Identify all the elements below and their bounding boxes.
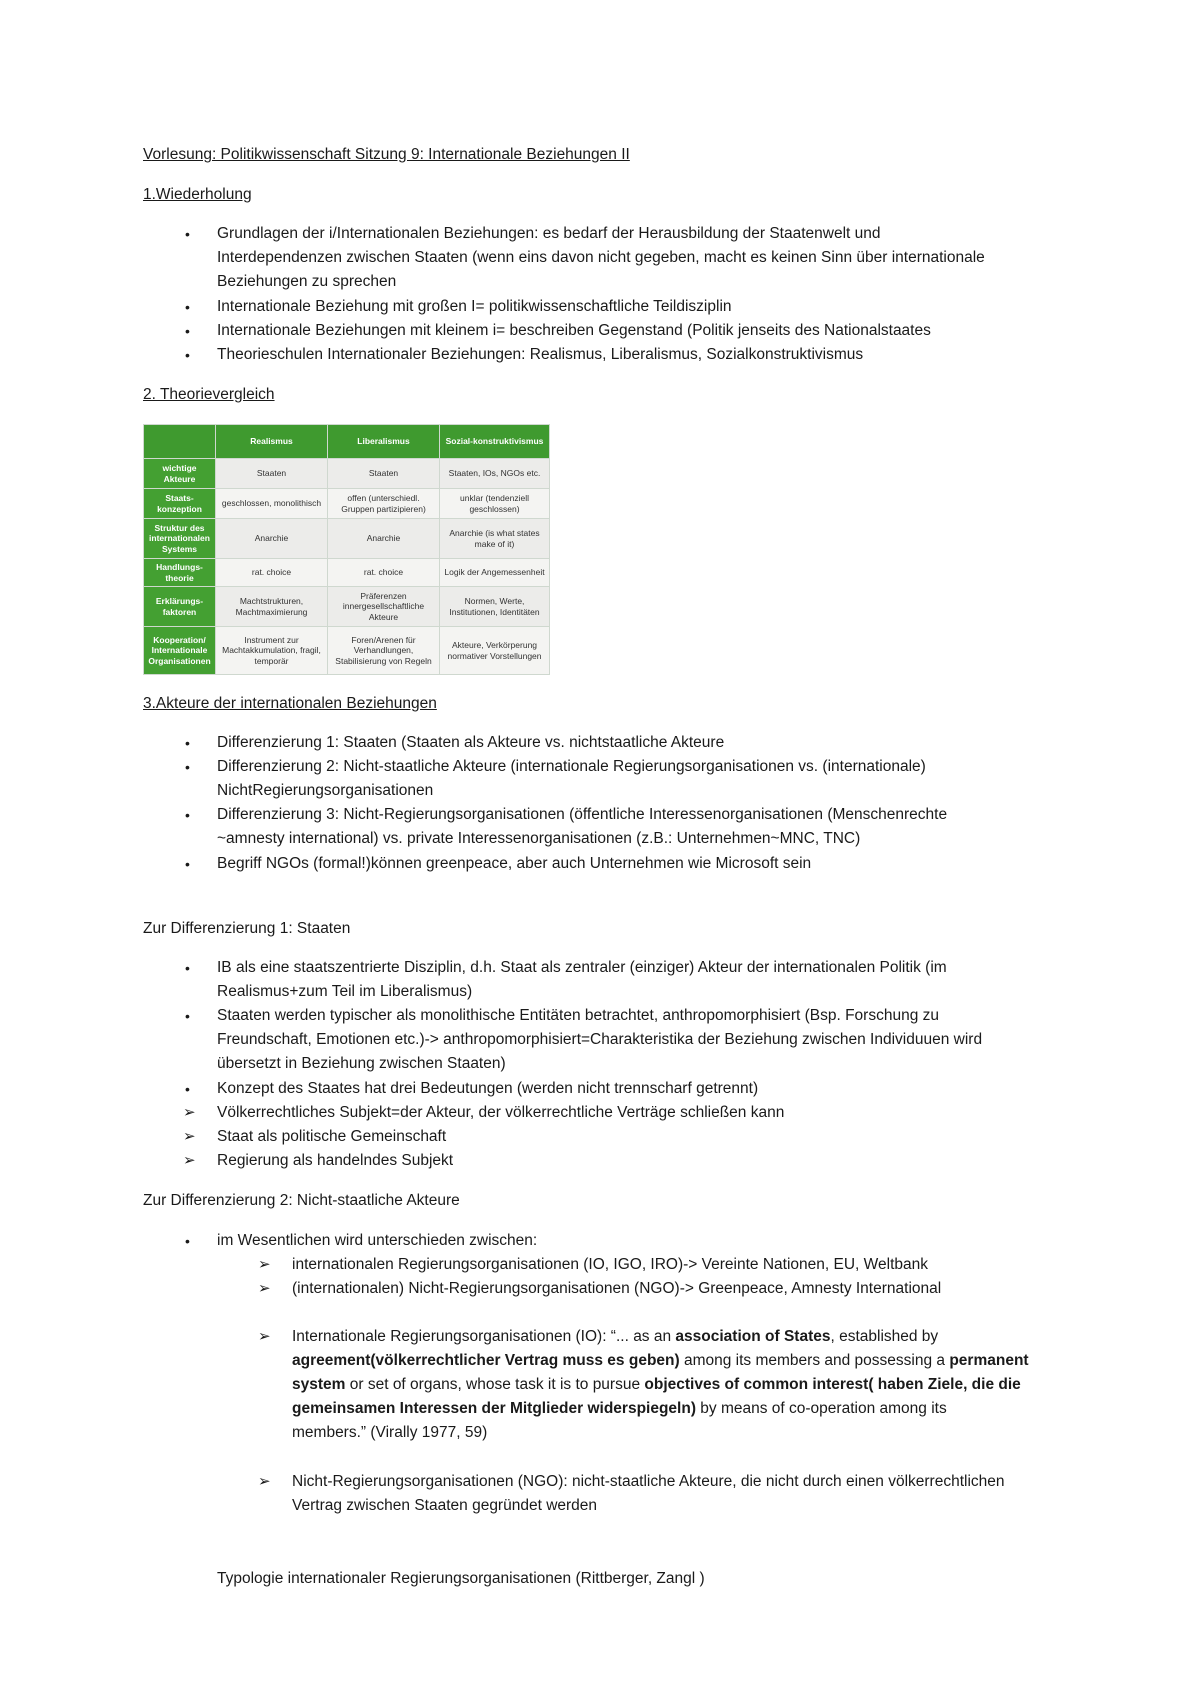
io-def-text: Internationale Regierungsorganisationen (IO): “... as an [292, 1328, 676, 1345]
io-def-bold: agreement(völkerrechtlicher Vertrag muss es geben) [292, 1352, 680, 1369]
section-heading-akteure: 3.Akteure der internationalen Beziehungen [143, 695, 437, 712]
list-item-line: Theorieschulen Internationaler Beziehungen: Realismus, Liberalismus, Sozialkonstruktivismus [217, 346, 864, 363]
io-def-bold: permanent [949, 1352, 1029, 1369]
list-item-line: Realismus+zum Teil im Liberalismus) [217, 983, 473, 1000]
table-cell: Machtstrukturen, Machtmaximierung [216, 587, 328, 627]
io-def-bold: system [292, 1376, 346, 1393]
list-item-line: Regierung als handelndes Subjekt [217, 1152, 454, 1169]
list-item-line: (internationalen) Nicht-Regierungsorganisationen (NGO)-> Greenpeace, Amnesty International [292, 1280, 942, 1297]
table-header-row [144, 425, 550, 459]
arrow-bullet-icon: ➢ [258, 1280, 271, 1297]
table-column-header: Liberalismus [328, 425, 440, 459]
io-definition-line: members.” (Virally 1977, 59) [292, 1424, 488, 1441]
arrow-bullet-icon: ➢ [258, 1328, 271, 1345]
table-row [144, 627, 550, 675]
table-column-header: Sozial-konstruktivismus [440, 425, 550, 459]
list-item-line: Konzept des Staates hat drei Bedeutungen (werden nicht trennscharf getrennt) [217, 1080, 759, 1097]
table-cell: Foren/Arenen für Verhandlungen, Stabilisierung von Regeln [328, 627, 440, 675]
table-row [144, 519, 550, 559]
list-item-line: Staaten werden typischer als monolithische Entitäten betrachtet, anthropomorphisiert (Bsp. Forschung zu [217, 1007, 939, 1024]
section-heading-wiederholung: 1.Wiederholung [143, 186, 252, 203]
list-item-line: übersetzt in Beziehung zwischen Staaten) [217, 1055, 506, 1072]
list-item-line: Interdependenzen zwischen Staaten (wenn eins davon nicht gegeben, macht es keinen Sinn über internationale [217, 249, 985, 266]
ngo-definition-line: Vertrag zwischen Staaten gegründet werden [292, 1497, 598, 1514]
io-def-text: by means of co-operation among its [695, 1400, 947, 1417]
io-definition-line [292, 1373, 1021, 1397]
list-item-line: IB als eine staatszentrierte Disziplin, d.h. Staat als zentraler (einziger) Akteur der internationalen Politik (im [217, 959, 947, 976]
io-definition-line [292, 1325, 938, 1349]
list-item-line: Grundlagen der i/Internationalen Beziehungen: es bedarf der Herausbildung der Staatenwelt und [217, 225, 881, 242]
table-cell: rat. choice [216, 559, 328, 587]
table-cell: geschlossen, monolithisch [216, 489, 328, 519]
table-cell: Präferenzen innergesellschaftliche Akteure [328, 587, 440, 627]
list-item-line: Internationale Beziehung mit großen I= politikwissenschaftliche Teildisziplin [217, 298, 732, 315]
io-def-bold: objectives of common interest( haben Ziele, die die [644, 1376, 1021, 1393]
list-item-line: Differenzierung 1: Staaten (Staaten als Akteure vs. nichtstaatliche Akteure [217, 734, 725, 751]
table-cell: offen (unterschiedl. Gruppen partizipieren) [328, 489, 440, 519]
list-item-line: Staat als politische Gemeinschaft [217, 1128, 447, 1145]
list-item-line: NichtRegierungsorganisationen [217, 782, 434, 799]
list-item-line: Differenzierung 2: Nicht-staatliche Akteure (internationale Regierungsorganisationen vs. (internationale) [217, 758, 926, 775]
table-row-header: Handlungs-theorie [144, 559, 216, 587]
io-def-bold: gemeinsamen Interessen der Mitglieder widerspiegeln) [292, 1400, 696, 1417]
io-def-text: or set of organs, whose task it is to pursue [345, 1376, 645, 1393]
list-item-line: Begriff NGOs (formal!)können greenpeace, aber auch Unternehmen wie Microsoft sein [217, 855, 812, 872]
arrow-bullet-icon: ➢ [183, 1128, 196, 1145]
arrow-bullet-icon: ➢ [258, 1256, 271, 1273]
table-cell: Staaten [216, 459, 328, 489]
bullet-icon: • [185, 1233, 190, 1249]
bullet-icon: • [185, 735, 190, 751]
arrow-bullet-icon: ➢ [183, 1104, 196, 1121]
bullet-icon: • [185, 856, 190, 872]
bullet-icon: • [185, 960, 190, 976]
bullet-icon: • [185, 1081, 190, 1097]
list-item-line: Beziehungen zu sprechen [217, 273, 397, 290]
arrow-bullet-icon: ➢ [183, 1152, 196, 1169]
table-row-header: Staats-konzeption [144, 489, 216, 519]
table-cell: Staaten [328, 459, 440, 489]
io-definition-line [292, 1397, 947, 1421]
table-cell: Anarchie (is what states make of it) [440, 519, 550, 559]
table-cell: Staaten, IOs, NGOs etc. [440, 459, 550, 489]
table-cell: Normen, Werte, Institutionen, Identitäten [440, 587, 550, 627]
table-cell: rat. choice [328, 559, 440, 587]
list-item-line: ~amnesty international) vs. private Interessenorganisationen (z.B.: Unternehmen~MNC, TNC) [217, 830, 861, 847]
list-item-line: Differenzierung 3: Nicht-Regierungsorganisationen (öffentliche Interessenorganisationen (Menschenrechte [217, 806, 948, 823]
table-cell: Anarchie [216, 519, 328, 559]
bullet-icon: • [185, 807, 190, 823]
table-column-header: Realismus [216, 425, 328, 459]
table-row [144, 459, 550, 489]
bullet-icon: • [185, 1008, 190, 1024]
bullet-icon: • [185, 759, 190, 775]
table-cell: Instrument zur Machtakkumulation, fragil, temporär [216, 627, 328, 675]
table-row-header: Kooperation/ Internationale Organisationen [144, 627, 216, 675]
io-def-text: among its members and possessing a [679, 1352, 950, 1369]
table-cell: Logik der Angemessenheit [440, 559, 550, 587]
list-item-line: Freundschaft, Emotionen etc.)-> anthropomorphisiert=Charakteristika der Beziehung zwischen Individuuen wird [217, 1031, 983, 1048]
theory-comparison-table [143, 424, 550, 675]
table-row-header: wichtige Akteure [144, 459, 216, 489]
section-heading-theorievergleich: 2. Theorievergleich [143, 386, 275, 403]
subsection-heading-diff1: Zur Differenzierung 1: Staaten [143, 920, 351, 937]
bullet-icon: • [185, 323, 190, 339]
list-item-line: Völkerrechtliches Subjekt=der Akteur, der völkerrechtliche Verträge schließen kann [217, 1104, 785, 1121]
table-cell: unklar (tendenziell geschlossen) [440, 489, 550, 519]
list-item-line: im Wesentlichen wird unterschieden zwischen: [217, 1232, 538, 1249]
bullet-icon: • [185, 299, 190, 315]
table-cell: Akteure, Verkörperung normativer Vorstellungen [440, 627, 550, 675]
arrow-bullet-icon: ➢ [258, 1473, 271, 1490]
table-corner-cell [144, 425, 216, 459]
table-row [144, 559, 550, 587]
page-title: Vorlesung: Politikwissenschaft Sitzung 9: Internationale Beziehungen II [143, 146, 630, 163]
subsection-heading-diff2: Zur Differenzierung 2: Nicht-staatliche Akteure [143, 1192, 460, 1209]
list-item-line: internationalen Regierungsorganisationen (IO, IGO, IRO)-> Vereinte Nationen, EU, Weltbank [292, 1256, 928, 1273]
list-item-line: Internationale Beziehungen mit kleinem i= beschreiben Gegenstand (Politik jenseits des Nationalstaates [217, 322, 931, 339]
ngo-definition-line: Nicht-Regierungsorganisationen (NGO): nicht-staatliche Akteure, die nicht durch einen völkerrechtlichen [292, 1473, 1005, 1490]
io-def-bold: association of States [675, 1328, 831, 1345]
table-cell: Anarchie [328, 519, 440, 559]
table-row [144, 587, 550, 627]
typology-heading: Typologie internationaler Regierungsorganisationen (Rittberger, Zangl ) [217, 1570, 705, 1587]
table-row-header: Struktur des internationalen Systems [144, 519, 216, 559]
bullet-icon: • [185, 347, 190, 363]
io-definition-line [292, 1349, 1029, 1373]
io-def-text: , established by [830, 1328, 939, 1345]
bullet-icon: • [185, 226, 190, 242]
table-row-header: Erklärungs-faktoren [144, 587, 216, 627]
table-row [144, 489, 550, 519]
